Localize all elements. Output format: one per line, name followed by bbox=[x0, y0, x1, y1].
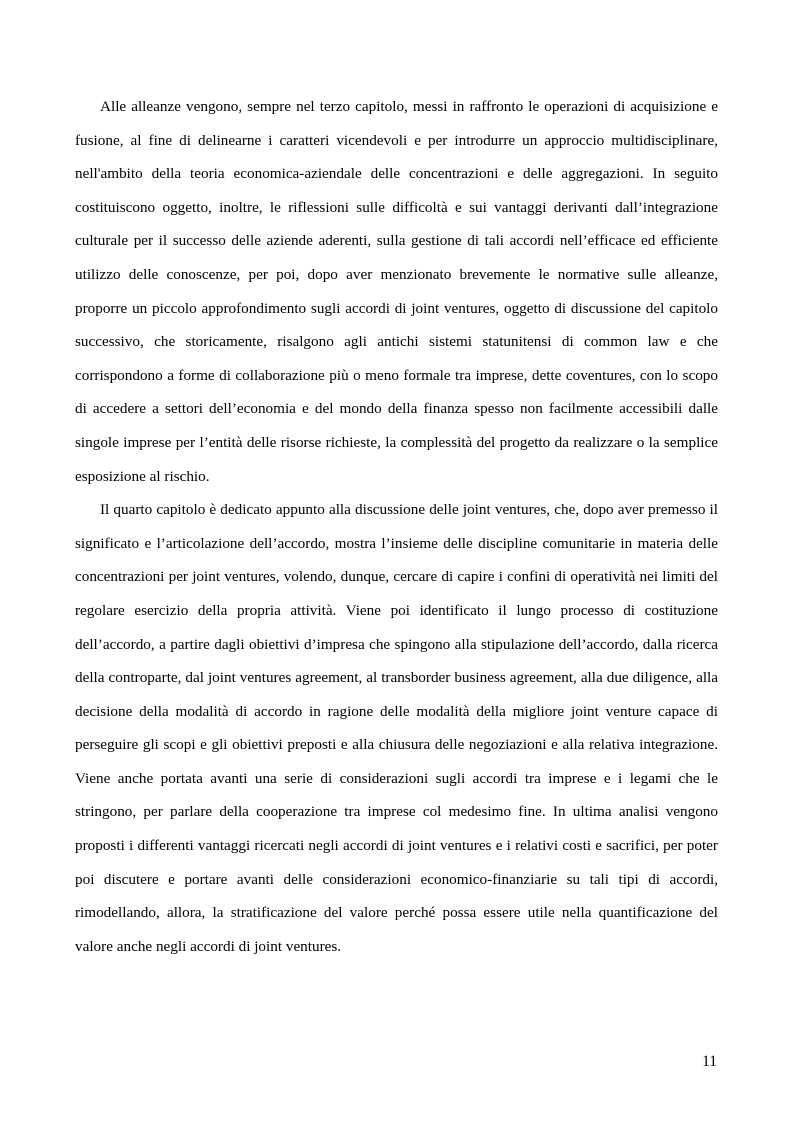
body-text bbox=[75, 90, 718, 963]
page-number: 11 bbox=[702, 1053, 717, 1070]
paragraph-alleanze: Alle alleanze vengono, sempre nel terzo capitolo, messi in raffronto le operazioni di acquisizione e fusione, al fine di delinearne i caratteri vicendevoli e per introdurre un approccio multidisciplinare, nell'ambito della teoria economica-aziendale delle concentrazioni e delle aggregazioni. In seguito costituiscono oggetto, inoltre, le riflessioni sulle difficoltà e sui vantaggi derivanti dall’integrazione culturale per il successo delle aziende aderenti, sulla gestione di tali accordi nell’efficace ed efficiente utilizzo delle conoscenze, per poi, dopo aver menzionato brevemente le normative sulle alleanze, proporre un piccolo approfondimento sugli accordi di joint ventures, oggetto di discussione del capitolo successivo, che storicamente, risalgono agli antichi sistemi statunitensi di common law e che corrispondono a forme di collaborazione più o meno formale tra imprese, dette coventures, con lo scopo di accedere a settori dell’economia e del mondo della finanza spesso non facilmente accessibili dalle singole imprese per l’entità delle risorse richieste, la complessità del progetto da realizzare o la semplice esposizione al rischio. bbox=[75, 98, 718, 485]
paragraph-quarto-capitolo: Il quarto capitolo è dedicato appunto alla discussione delle joint ventures, che, dopo aver premesso il significato e l’articolazione dell’accordo, mostra l’insieme delle discipline comunitarie in materia delle concentrazioni per joint ventures, volendo, dunque, cercare di capire i confini di operatività nei limiti del regolare esercizio della propria attività. Viene poi identificato il lungo processo di costituzione dell’accordo, a partire dagli obiettivi d’impresa che spingono alla stipulazione dell’accordo, dalla ricerca della controparte, dal joint ventures agreement, al transborder business agreement, alla due diligence, alla decisione della modalità di accordo in ragione delle modalità della migliore joint venture capace di perseguire gli scopi e gli obiettivi preposti e alla chiusura delle negoziazioni e alla relativa integrazione. Viene anche portata avanti una serie di considerazioni sugli accordi tra imprese e i legami che le stringono, per parlare della cooperazione tra imprese col medesimo fine. In ultima analisi vengono proposti i differenti vantaggi ricercati negli accordi di joint ventures e i relativi costi e sacrifici, per poter poi discutere e portare avanti delle considerazioni economico-finanziarie su tali tipi di accordi, rimodellando, allora, la stratificazione del valore perché possa essere utile nella quantificazione del valore anche negli accordi di joint ventures. bbox=[75, 501, 718, 955]
